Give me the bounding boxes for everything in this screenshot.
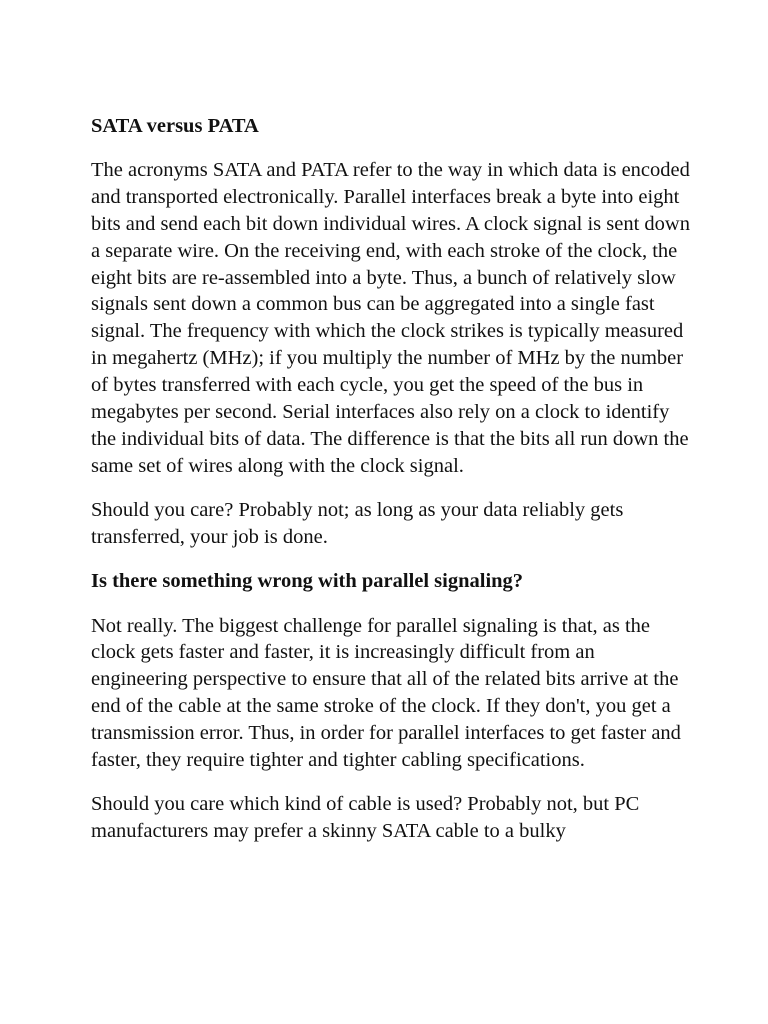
paragraph-should-you-care: Should you care? Probably not; as long as your data reliably gets transferred, your job is done. xyxy=(91,498,624,548)
document-page xyxy=(91,113,691,862)
section-heading-sata-versus-pata: SATA versus PATA xyxy=(91,115,259,137)
paragraph-not-really: Not really. The biggest challenge for parallel signaling is that, as the clock gets faster and faster, it is increasingly difficult from an engineering perspective to ensure that all of the related bits arrive at the end of the cable at the same stroke of the clock. If they don't, you get a transmission error. Thus, in order for parallel interfaces to get faster and faster, they require tighter and tighter cabling specifications. xyxy=(91,614,681,772)
paragraph-acronyms: The acronyms SATA and PATA refer to the way in which data is encoded and transported electronically. Parallel interfaces break a byte into eight bits and send each bit down individual wires. A clock signal is sent down a separate wire. On the receiving end, with each stroke of the clock, the eight bits are re-assembled into a byte. Thus, a bunch of relatively slow signals sent down a common bus can be aggregated into a single fast signal. The frequency with which the clock strikes is typically measured in megahertz (MHz); if you multiply the number of MHz by the number of bytes transferred with each cycle, you get the speed of the bus in megabytes per second. Serial interfaces also rely on a clock to identify the individual bits of data. The difference is that the bits all run down the same set of wires along with the clock signal. xyxy=(91,158,690,477)
paragraph-cable-choice: Should you care which kind of cable is used? Probably not, but PC manufacturers may prefer a skinny SATA cable to a bulky xyxy=(91,792,640,842)
section-heading-parallel-signaling: Is there something wrong with parallel signaling? xyxy=(91,569,524,592)
